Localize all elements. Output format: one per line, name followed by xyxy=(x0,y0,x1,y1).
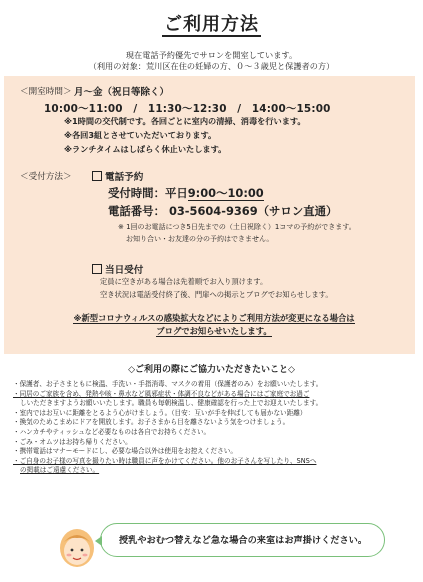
intro-line-2: （利用の対象：荒川区在住の妊婦の方、０～３歳児と保護者の方） xyxy=(88,61,335,71)
checkbox-square-icon xyxy=(92,264,102,274)
hours-label: ＜開室時間＞ xyxy=(20,87,72,97)
covid-notice: ※新型コロナウィルスの感染拡大などによりご利用方法が変更になる場合は ブログでお知らせいたします。 xyxy=(73,313,355,336)
hours-times: 10:00～11:00 / 11:30～12:30 / 14:00～15:00 xyxy=(44,103,331,115)
rule-item: ・ハンカチやティッシュなど必要なものは各自でお持ちください。 xyxy=(13,427,211,436)
rule-item: ・保護者、お子さまともに検温、手洗い・手指消毒、マスクの着用（保護者のみ）をお願いいたします。 xyxy=(13,380,323,388)
hours-days: 月～金（祝日等除く） xyxy=(74,87,170,98)
rule-item: しいただきますようお願いいたします。職員も毎朝検温し、健康確認を行った上でお迎えいたします。 xyxy=(20,399,323,408)
same-day-heading: 当日受付 xyxy=(92,262,143,276)
phone-note: ※ 1回のお電話につき5日先までの（土日祝除く）1コマの予約ができます。 xyxy=(118,223,356,231)
rules-list xyxy=(13,380,415,476)
same-day-note: 定員に空きがある場合は先着順でお入り頂けます。 xyxy=(100,277,268,286)
phone-reservation-heading: 電話予約 xyxy=(92,169,143,183)
hours-note: ※ランチタイムはしばらく休止いたします。 xyxy=(64,144,227,154)
same-day-note: 空き状況は電話受付終了後、門扉への掲示とブログでお知らせします。 xyxy=(100,290,333,299)
rule-item: ・同居のご家族を含め、発熱や咳・鼻水など風邪症状・体調不良などがある場合にはご家庭でお過ご xyxy=(13,389,310,398)
hours-note: ※各回3組とさせていただいております。 xyxy=(64,130,217,140)
reception-label: ＜受付方法＞ xyxy=(20,172,72,182)
phone-time: 受付時間：平日9:00～10:00 xyxy=(108,186,264,200)
cooperation-title: ◇ご利用の際にご協力いただきたいこと◇ xyxy=(128,365,295,375)
intro-line-1: 現在電話予約優先でサロンを開室しています。 xyxy=(125,50,298,60)
rule-item: の掲載はご遠慮ください。 xyxy=(20,466,100,475)
rule-item: ・換気のためこまめにドアを開放します。お子さまから目を離さないよう気をつけましょう。 xyxy=(13,418,290,427)
checkbox-square-icon xyxy=(92,171,102,181)
staff-face-icon xyxy=(54,520,100,572)
rule-item: ・ご自身のお子様の写真を撮りたい時は職員に声をかけてください。他のお子さんを写したり、SNSへ xyxy=(13,456,317,465)
hours-note: ※1時間の交代制です。各回ごとに室内の清掃、消毒を行います。 xyxy=(64,116,306,126)
speech-bubble-text: 授乳やおむつ替えなど急な場合の来室はお声掛けください。 xyxy=(118,535,368,546)
phone-note: お知り合い・お友達の分の予約はできません。 xyxy=(126,235,274,243)
rule-item: ・室内ではお互いに距離をとるよう心がけましょう。（目安：互いが手を伸ばしても届かない距離） xyxy=(13,408,307,417)
phone-number: 電話番号： 03-5604-9369（サロン直通） xyxy=(108,204,338,218)
rule-item: ・携帯電話はマナーモードにし、必要な場合以外は使用をお控えください。 xyxy=(13,447,237,456)
rule-item: ・ごみ・オムツはお持ち帰りください。 xyxy=(13,437,132,446)
page-title: ご利用方法 xyxy=(164,14,259,35)
